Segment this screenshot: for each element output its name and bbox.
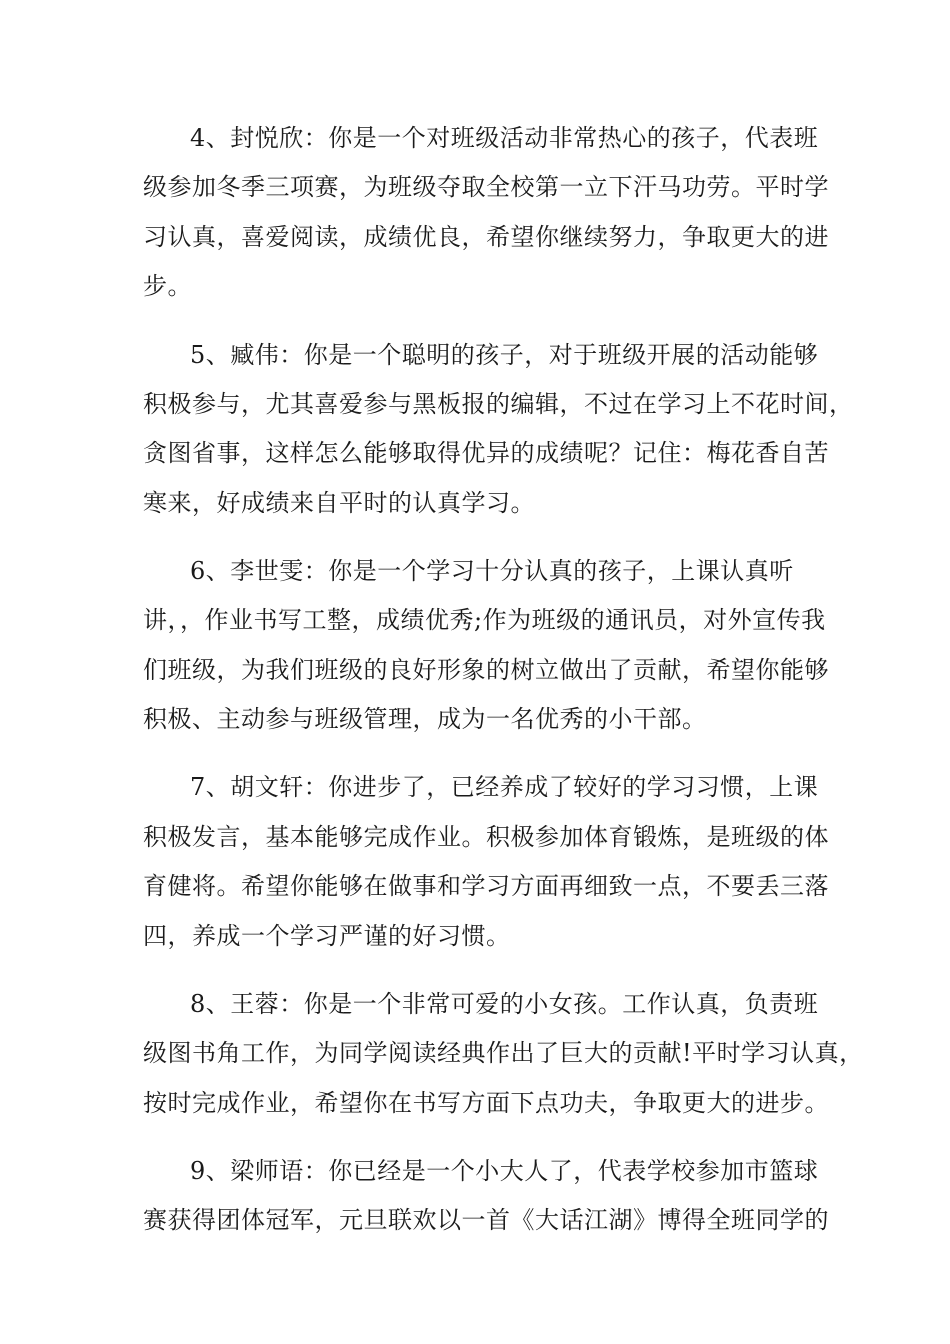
paragraph-line: 按时完成作业，希望你在书写方面下点功夫，争取更大的进步。: [143, 1089, 829, 1117]
paragraph-line: 级图书角工作，为同学阅读经典作出了巨大的贡献!平时学习认真，: [143, 1039, 864, 1067]
paragraph-line: 贪图省事，这样怎么能够取得优异的成绩呢？记住：梅花香自苦: [143, 439, 829, 467]
paragraph-line: 寒来，好成绩来自平时的认真学习。: [143, 489, 535, 517]
paragraph-line: 8、王蓉：你是一个非常可爱的小女孩。工作认真，负责班: [190, 990, 819, 1018]
paragraph-line: 级参加冬季三项赛，为班级夺取全校第一立下汗马功劳。平时学: [143, 173, 829, 201]
paragraph-line: 4、封悦欣：你是一个对班级活动非常热心的孩子，代表班: [190, 124, 819, 152]
paragraph-line: 5、臧伟：你是一个聪明的孩子，对于班级开展的活动能够: [190, 341, 819, 369]
paragraph-line: 四，养成一个学习严谨的好习惯。: [143, 922, 511, 950]
paragraph-line: 9、梁师语：你已经是一个小大人了，代表学校参加市篮球: [190, 1157, 819, 1185]
paragraph-line: 育健将。希望你能够在做事和学习方面再细致一点，不要丢三落: [143, 872, 829, 900]
paragraph-line: 积极发言，基本能够完成作业。积极参加体育锻炼，是班级的体: [143, 823, 829, 851]
paragraph-line: 讲，，作业书写工整，成绩优秀;作为班级的通讯员，对外宣传我: [143, 606, 826, 634]
paragraph-line: 7、胡文轩：你进步了，已经养成了较好的学习习惯，上课: [190, 773, 819, 801]
paragraph-line: 赛获得团体冠军，元旦联欢以一首《大话江湖》博得全班同学的: [143, 1206, 829, 1234]
paragraph-line: 6、李世雯：你是一个学习十分认真的孩子，上课认真听: [190, 557, 794, 585]
paragraph-line: 步。: [143, 272, 192, 300]
paragraph-line: 习认真，喜爱阅读，成绩优良，希望你继续努力，争取更大的进: [143, 223, 829, 251]
paragraph-line: 积极、主动参与班级管理，成为一名优秀的小干部。: [143, 705, 707, 733]
paragraph-line: 积极参与，尤其喜爱参与黑板报的编辑，不过在学习上不花时间，: [143, 390, 854, 418]
paragraph-line: 们班级，为我们班级的良好形象的树立做出了贡献，希望你能够: [143, 656, 829, 684]
